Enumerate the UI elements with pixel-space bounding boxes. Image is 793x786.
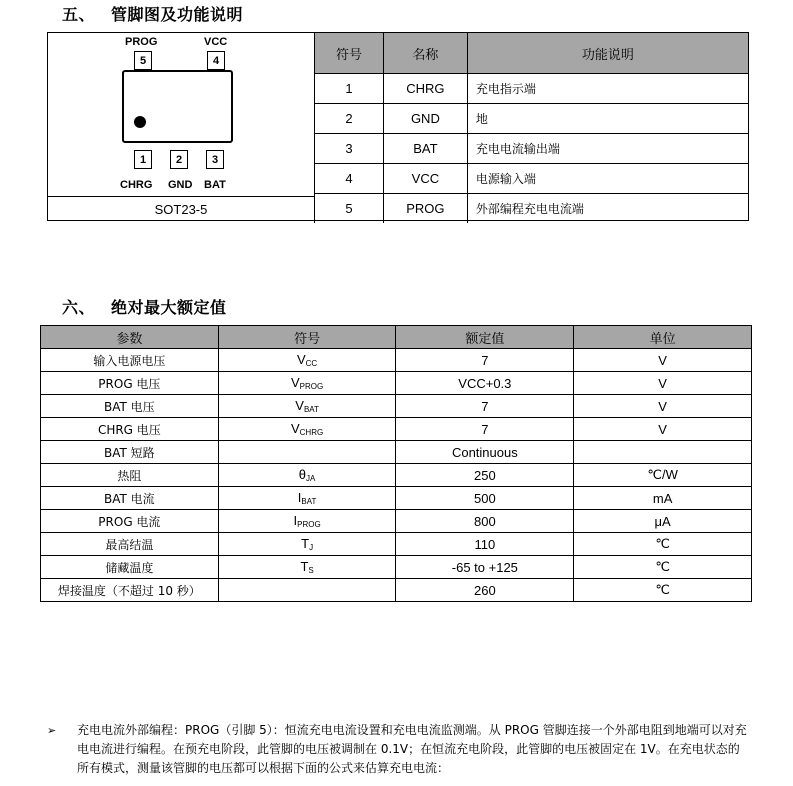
pin-number: 2 — [315, 104, 384, 134]
rating-value: 800 — [396, 510, 574, 533]
prog-note-text: 充电电流外部编程：PROG（引脚 5）：恒流充电电流设置和充电电流监测端。从 PROG 管脚连接一个外部电阻到地端可以对充电电流进行编程。在预充电阶段，此管脚的电压被调制在 0.1V；在恒流充电阶段，此管脚的电压被固定在 1V。在充电状态的所有模式，测量该管脚的电压都可以根据下面的公式来估算充电电流： — [77, 723, 747, 775]
rating-value: Continuous — [396, 441, 574, 464]
pin-function: 地 — [467, 104, 748, 134]
section-5-title: 管脚图及功能说明 — [111, 5, 244, 24]
rating-header-symbol: 符号 — [218, 326, 396, 349]
pin-function: 外部编程充电电流端 — [467, 194, 748, 224]
symbol-letter: V — [295, 398, 304, 413]
pin-name: VCC — [383, 164, 467, 194]
table-row — [41, 464, 752, 487]
table-row — [41, 510, 752, 533]
rating-unit: mA — [574, 487, 752, 510]
rating-table-body — [41, 349, 752, 602]
rating-value: 7 — [396, 349, 574, 372]
section-6-number: 六、 — [62, 298, 96, 317]
rating-parameter: BAT 短路 — [41, 441, 219, 464]
rating-value: 250 — [396, 464, 574, 487]
table-row — [41, 349, 752, 372]
rating-unit: V — [574, 372, 752, 395]
symbol-subscript: S — [308, 566, 314, 575]
rating-value: 260 — [396, 579, 574, 602]
symbol-letter: V — [290, 421, 300, 436]
pin-box-5: 5 — [134, 51, 152, 70]
symbol-letter: I — [293, 513, 298, 528]
rating-parameter: PROG 电压 — [41, 372, 219, 395]
pin-label-prog: PROG — [125, 36, 158, 48]
rating-unit: μA — [574, 510, 752, 533]
section-5-number: 五、 — [62, 5, 96, 24]
table-row — [315, 194, 749, 224]
rating-value: 110 — [396, 533, 574, 556]
rating-symbol — [218, 349, 396, 372]
pin-number: 1 — [315, 74, 384, 104]
pin-function: 充电电流输出端 — [467, 134, 748, 164]
pin-label-gnd: GND — [168, 179, 193, 191]
symbol-letter: V — [296, 352, 306, 367]
section-6-title: 绝对最大额定值 — [111, 298, 227, 317]
rating-value: -65 to +125 — [396, 556, 574, 579]
pin-description-frame — [47, 32, 749, 221]
table-row — [41, 556, 752, 579]
symbol-letter: T — [300, 559, 309, 574]
symbol-letter: V — [290, 375, 300, 390]
absolute-max-ratings-table — [40, 325, 752, 602]
rating-symbol — [218, 441, 396, 464]
rating-parameter: BAT 电流 — [41, 487, 219, 510]
section-5-heading — [62, 2, 243, 25]
rating-unit: V — [574, 418, 752, 441]
rating-unit: ℃ — [574, 579, 752, 602]
pin-header-name: 名称 — [383, 33, 467, 74]
pin1-marker-dot — [134, 116, 146, 128]
rating-symbol — [218, 372, 396, 395]
pin-name: BAT — [383, 134, 467, 164]
rating-value: VCC+0.3 — [396, 372, 574, 395]
prog-note — [47, 721, 747, 778]
pin-box-3: 3 — [206, 150, 224, 169]
pin-number: 4 — [315, 164, 384, 194]
pin-label-chrg: CHRG — [120, 179, 153, 191]
rating-unit: V — [574, 395, 752, 418]
pin-box-1: 1 — [134, 150, 152, 169]
table-row — [41, 372, 752, 395]
pin-header-symbol: 符号 — [315, 33, 384, 74]
pin-label-vcc: VCC — [204, 36, 228, 48]
symbol-subscript: J — [309, 543, 314, 552]
rating-parameter: PROG 电流 — [41, 510, 219, 533]
rating-header-rating: 额定值 — [396, 326, 574, 349]
rating-parameter: 储藏温度 — [41, 556, 219, 579]
table-row — [41, 487, 752, 510]
pin-table-header — [315, 33, 749, 74]
rating-parameter: 最高结温 — [41, 533, 219, 556]
rating-symbol — [218, 579, 396, 602]
table-row — [315, 134, 749, 164]
symbol-letter: T — [301, 536, 310, 551]
pin-function: 充电指示端 — [467, 74, 748, 104]
symbol-subscript: JA — [306, 474, 316, 483]
rating-value: 7 — [396, 395, 574, 418]
package-diagram — [48, 33, 315, 220]
rating-symbol — [218, 533, 396, 556]
chip-body — [122, 70, 233, 143]
pin-header-function: 功能说明 — [467, 33, 748, 74]
rating-parameter: CHRG 电压 — [41, 418, 219, 441]
symbol-subscript: PROG — [299, 382, 324, 391]
symbol-subscript: CHRG — [299, 428, 324, 437]
rating-unit: V — [574, 349, 752, 372]
rating-symbol — [218, 395, 396, 418]
pin-function-table — [314, 33, 748, 223]
rating-parameter: BAT 电压 — [41, 395, 219, 418]
pin-number: 3 — [315, 134, 384, 164]
symbol-subscript: PROG — [297, 520, 321, 529]
package-divider — [48, 196, 314, 197]
table-row — [41, 579, 752, 602]
table-row — [315, 104, 749, 134]
rating-symbol — [218, 556, 396, 579]
pin-box-2: 2 — [170, 150, 188, 169]
bullet-arrow-icon: ➢ — [47, 724, 57, 737]
rating-unit — [574, 441, 752, 464]
table-row — [41, 395, 752, 418]
pin-box-4: 4 — [207, 51, 225, 70]
symbol-letter: θ — [298, 467, 307, 482]
pin-name: CHRG — [383, 74, 467, 104]
symbol-subscript: CC — [305, 359, 318, 368]
rating-parameter: 输入电源电压 — [41, 349, 219, 372]
symbol-subscript: BAT — [301, 497, 317, 506]
rating-table-header — [41, 326, 752, 349]
rating-header-unit: 单位 — [574, 326, 752, 349]
pin-name: PROG — [383, 194, 467, 224]
table-row — [41, 418, 752, 441]
rating-unit: ℃ — [574, 556, 752, 579]
rating-symbol — [218, 418, 396, 441]
pin-label-bat: BAT — [204, 179, 226, 191]
rating-parameter: 焊接温度（不超过 10 秒） — [41, 579, 219, 602]
table-row — [315, 164, 749, 194]
rating-symbol — [218, 464, 396, 487]
rating-header-parameter: 参数 — [41, 326, 219, 349]
rating-value: 7 — [396, 418, 574, 441]
pin-name: GND — [383, 104, 467, 134]
table-row — [315, 74, 749, 104]
rating-unit: ℃ — [574, 533, 752, 556]
pin-function: 电源输入端 — [467, 164, 748, 194]
rating-symbol — [218, 487, 396, 510]
table-row — [41, 533, 752, 556]
rating-parameter: 热阻 — [41, 464, 219, 487]
symbol-letter: I — [297, 490, 302, 505]
symbol-subscript: BAT — [303, 405, 319, 414]
rating-value: 500 — [396, 487, 574, 510]
pin-number: 5 — [315, 194, 384, 224]
rating-unit: ℃/W — [574, 464, 752, 487]
table-row — [41, 441, 752, 464]
rating-symbol — [218, 510, 396, 533]
section-6-heading — [62, 295, 227, 318]
package-name: SOT23-5 — [154, 202, 208, 217]
